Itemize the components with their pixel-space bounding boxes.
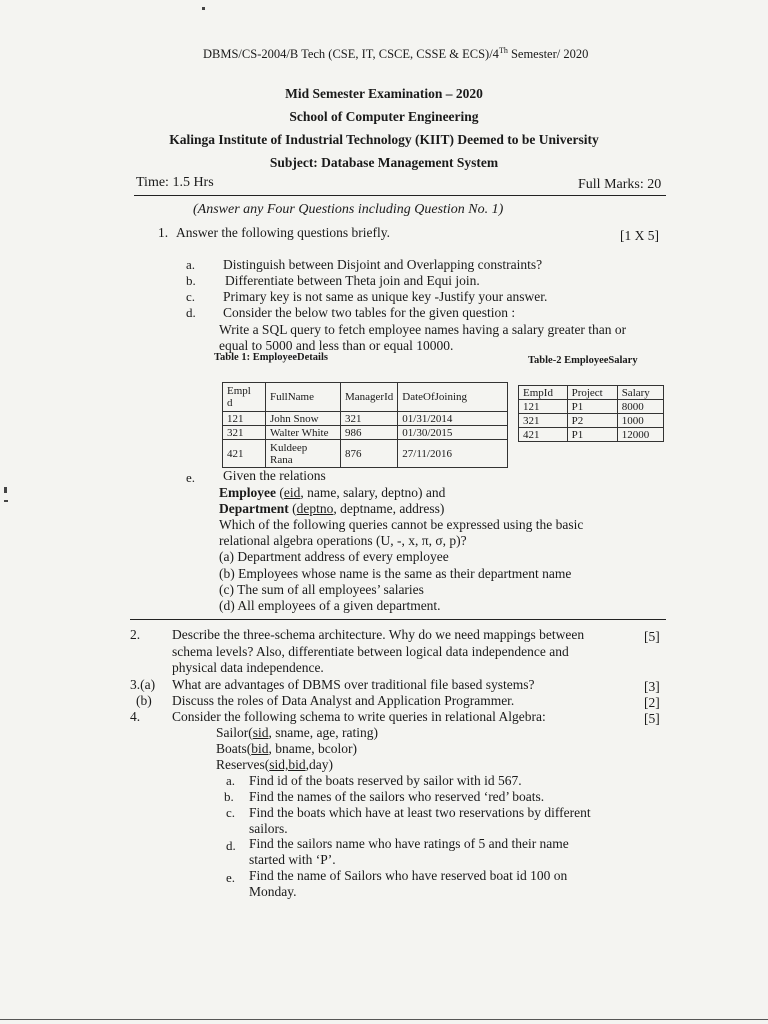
q3b-marks: [2]	[644, 695, 660, 710]
table2-cell: 321	[519, 414, 568, 428]
table2-cell: 421	[519, 428, 568, 442]
q1-text: Answer the following questions briefly.	[176, 225, 390, 240]
table1-cell: 421	[223, 440, 266, 468]
q1-marks: [1 X 5]	[620, 228, 659, 243]
institute-name: Kalinga Institute of Industrial Technology (KIIT) Deemed to be University	[169, 132, 599, 147]
table-row	[223, 440, 508, 468]
table-row	[223, 412, 508, 426]
q3b-text: Discuss the roles of Data Analyst and Application Programmer.	[172, 693, 515, 708]
q4e-line1: Find the name of Sailors who have reserved boat id 100 on	[249, 868, 568, 883]
q1c-label: c.	[186, 289, 196, 304]
table1-header-fullname: FullName	[266, 383, 341, 412]
q4-number: 4.	[130, 709, 141, 724]
table2-cell: P1	[567, 428, 617, 442]
q1e-line3: Department (deptno, deptname, address)	[219, 501, 445, 516]
table2-cell: 8000	[617, 400, 663, 414]
subject-title: Subject: Database Management System	[269, 155, 499, 170]
table2-cell: 121	[519, 400, 568, 414]
q4a-label: a.	[226, 773, 236, 788]
q2-number: 2.	[130, 627, 141, 642]
q1e-line1: Given the relations	[223, 468, 326, 483]
q1b-label: b.	[186, 273, 196, 288]
q1-divider	[130, 619, 666, 620]
table2-header: EmpId	[519, 386, 568, 400]
q2-line3: physical data independence.	[172, 660, 324, 675]
employee-salary-table	[518, 385, 664, 442]
q1e-line4: Which of the following queries cannot be expressed using the basic	[219, 517, 584, 532]
table1-header-empid: Empl d	[223, 383, 266, 412]
header-divider	[134, 195, 666, 196]
q4a-text: Find id of the boats reserved by sailor with id 567.	[249, 773, 522, 788]
school-name: School of Computer Engineering	[289, 109, 479, 124]
table1-cell: 876	[341, 440, 398, 468]
table1-cell: 321	[341, 412, 398, 426]
table2-cell: P1	[567, 400, 617, 414]
q1d-line1: Consider the below two tables for the given question :	[223, 305, 516, 320]
scan-speck	[4, 487, 7, 493]
table1-header-doj: DateOfJoining	[398, 383, 508, 412]
q4d-label: d.	[226, 838, 236, 853]
q1e-option-c: (c) The sum of all employees’ salaries	[219, 582, 424, 597]
q1e-label: e.	[186, 470, 196, 485]
q1d-line3: equal to 5000 and less than or equal 10000.	[219, 338, 454, 353]
q4e-label: e.	[226, 870, 236, 885]
table2-cell: 12000	[617, 428, 663, 442]
q1a-text: Distinguish between Disjoint and Overlapping constraints?	[223, 257, 543, 272]
q1b-text: Differentiate between Theta join and Equi join.	[225, 273, 480, 288]
scan-edge	[0, 1019, 768, 1020]
course-code: DBMS/CS-2004/B Tech (CSE, IT, CSCE, CSSE & ECS)/4Th Semester/ 2020	[203, 46, 589, 62]
q1e-option-b: (b) Employees whose name is the same as their department name	[219, 566, 572, 581]
q2-marks: [5]	[644, 629, 660, 644]
table1-cell: Walter White	[266, 426, 341, 440]
q3b-number: (b)	[136, 693, 152, 708]
q1d-label: d.	[186, 305, 196, 320]
q4-text: Consider the following schema to write queries in relational Algebra:	[172, 709, 546, 724]
table-row	[223, 426, 508, 440]
q4c-line1: Find the boats which have at least two reservations by different	[249, 805, 591, 820]
q3a-marks: [3]	[644, 679, 660, 694]
scan-speck	[202, 7, 205, 10]
table2-header: Salary	[617, 386, 663, 400]
full-marks: Full Marks: 20	[578, 177, 662, 192]
instruction: (Answer any Four Questions including Question No. 1)	[193, 202, 504, 217]
schema-boats: Boats(bid, bname, bcolor)	[216, 741, 357, 756]
table1-cell: John Snow	[266, 412, 341, 426]
q1c-text: Primary key is not same as unique key -Justify your answer.	[223, 289, 548, 304]
table2-cell: P2	[567, 414, 617, 428]
q2-line1: Describe the three-schema architecture. Why do we need mappings between	[172, 627, 585, 642]
q4c-line2: sailors.	[249, 821, 288, 836]
table2-header: Project	[567, 386, 617, 400]
schema-sailor: Sailor(sid, sname, age, rating)	[216, 725, 378, 740]
table1-cell: 321	[223, 426, 266, 440]
table-row	[519, 414, 664, 428]
table1-cell: 986	[341, 426, 398, 440]
table1-cell: 01/30/2015	[398, 426, 508, 440]
q4e-line2: Monday.	[249, 884, 297, 899]
q4b-text: Find the names of the sailors who reserved ‘red’ boats.	[249, 789, 545, 804]
table1-header-managerid: ManagerId	[341, 383, 398, 412]
table2-cell: 1000	[617, 414, 663, 428]
exam-time: Time: 1.5 Hrs	[136, 175, 214, 190]
q3a-number: 3.(a)	[130, 677, 156, 692]
q1-number: 1.	[158, 225, 169, 240]
exam-title: Mid Semester Examination – 2020	[285, 86, 483, 101]
q1e-option-a: (a) Department address of every employee	[219, 549, 449, 564]
q1e-option-d: (d) All employees of a given department.	[219, 598, 441, 613]
scan-speck	[4, 500, 8, 502]
q4d-line1: Find the sailors name who have ratings of 5 and their name	[249, 836, 569, 851]
table1-caption: Table 1: EmployeeDetails	[214, 352, 328, 363]
table-row	[519, 386, 664, 400]
q1a-label: a.	[186, 257, 196, 272]
table1-cell: 121	[223, 412, 266, 426]
table1-cell: Kuldeep Rana	[266, 440, 341, 468]
employee-details-table	[222, 382, 508, 468]
table2-caption: Table-2 EmployeeSalary	[528, 355, 638, 366]
q3a-text: What are advantages of DBMS over traditional file based systems?	[172, 677, 535, 692]
table1-cell: 27/11/2016	[398, 440, 508, 468]
q1e-line5: relational algebra operations (U, -, x, π, σ, p)?	[219, 533, 467, 548]
q4b-label: b.	[224, 789, 234, 804]
table1-cell: 01/31/2014	[398, 412, 508, 426]
q1e-line2: Employee (eid, name, salary, deptno) and	[219, 485, 446, 500]
table-row	[519, 428, 664, 442]
q2-line2: schema levels? Also, differentiate between logical data independence and	[172, 644, 569, 659]
schema-reserves: Reserves(sid,bid,day)	[216, 757, 333, 772]
table-row	[519, 400, 664, 414]
q4d-line2: started with ‘P’.	[249, 852, 336, 867]
q1d-line2: Write a SQL query to fetch employee names having a salary greater than or	[219, 322, 627, 337]
q4c-label: c.	[226, 805, 236, 820]
q4-marks: [5]	[644, 711, 660, 726]
